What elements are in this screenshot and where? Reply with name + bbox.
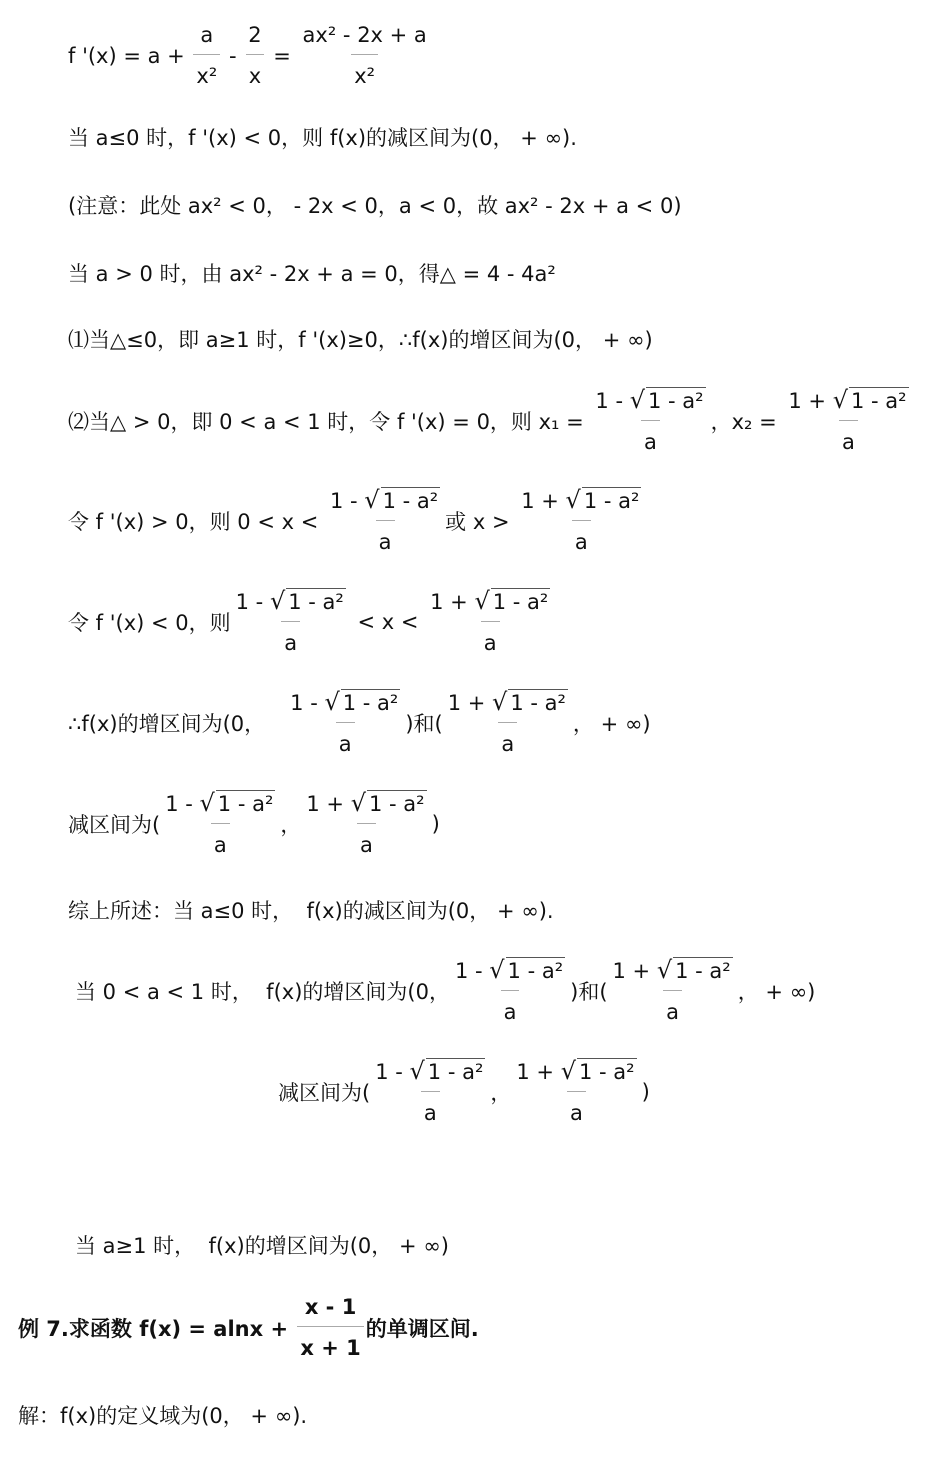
text-segment: 1 - <box>290 691 325 715</box>
denominator: a <box>567 1091 586 1128</box>
text-segment: 1 + <box>521 489 566 513</box>
text-segment: ∴f(x)的增区间为(0， <box>68 712 286 736</box>
text-segment: 减区间为( <box>278 1081 371 1105</box>
radicand: 1 - a² <box>342 690 399 715</box>
numerator: a <box>200 23 214 47</box>
radical-sign-icon: √ <box>656 956 673 984</box>
square-root <box>492 687 568 717</box>
text-segment: 令 f '(x) < 0，则 <box>68 611 231 635</box>
radical-sign-icon: √ <box>832 386 848 414</box>
math-line-case-a-gt0 <box>68 258 556 288</box>
fraction <box>245 20 264 91</box>
denominator: x <box>246 54 264 91</box>
radicand: 1 - a² <box>507 958 564 983</box>
text-segment: )和( <box>570 980 608 1004</box>
text-segment: 1 + <box>430 590 475 614</box>
denominator: x² <box>193 54 220 91</box>
text-segment: 的单调区间. <box>365 1316 479 1341</box>
numerator <box>592 385 708 420</box>
text-segment: ) <box>641 1080 650 1104</box>
fraction <box>785 385 911 457</box>
fraction <box>427 586 553 658</box>
math-line-example7 <box>18 1292 479 1363</box>
math-line-summary-dec <box>278 1056 650 1128</box>
text-segment: ，x₂ = <box>710 410 784 434</box>
denominator: a <box>481 621 500 658</box>
text-segment: )和( <box>405 712 443 736</box>
math-line-summary <box>68 895 554 925</box>
denominator: a <box>641 420 660 457</box>
square-root <box>561 1056 637 1086</box>
fraction <box>327 485 443 557</box>
text-segment: 当 a≤0 时，f '(x) < 0，则 f(x)的减区间为(0， + ∞). <box>68 126 577 150</box>
numerator <box>445 687 571 722</box>
text-segment: 当 a > 0 时，由 ax² - 2x + a = 0，得△ = 4 - 4a² <box>68 262 556 286</box>
text-segment: 1 - <box>454 959 490 983</box>
text-segment: 1 - <box>235 590 270 614</box>
text-segment: ⑵当△ > 0，即 0 < a < 1 时，令 f '(x) = 0，则 x₁ = <box>68 410 591 434</box>
numerator <box>518 485 644 520</box>
numerator <box>610 955 736 990</box>
numerator: ax² - 2x + a <box>302 23 427 47</box>
radical-sign-icon: √ <box>350 789 366 817</box>
text-segment: ， + ∞) <box>737 980 816 1004</box>
square-root <box>270 586 346 616</box>
text-segment: 1 + <box>516 1060 561 1084</box>
fraction <box>518 485 644 557</box>
numerator <box>162 788 278 823</box>
numerator <box>513 1056 639 1091</box>
numerator <box>785 385 911 420</box>
square-root <box>410 1056 486 1086</box>
fraction <box>297 1292 363 1363</box>
text-segment: 1 + <box>788 389 833 413</box>
math-line-summary-ge1 <box>75 1230 449 1260</box>
radical-sign-icon: √ <box>474 587 490 615</box>
denominator: a <box>572 520 591 557</box>
radicand: 1 - a² <box>675 958 731 983</box>
fraction <box>452 955 568 1027</box>
text-segment: 1 - <box>330 489 365 513</box>
math-line-inc-interval <box>68 687 651 759</box>
math-line-ineq-pos <box>68 485 646 557</box>
denominator: a <box>336 722 355 759</box>
denominator: a <box>357 823 376 860</box>
radicand: 1 - a² <box>427 1059 484 1084</box>
radicand: 1 - a² <box>492 589 549 614</box>
text-segment: ， + ∞) <box>572 712 651 736</box>
radicand: 1 - a² <box>583 488 640 513</box>
radical-sign-icon: √ <box>629 386 645 414</box>
math-line-summary-mid <box>75 955 815 1027</box>
denominator: a <box>663 990 682 1027</box>
text-segment: 当 0 < a < 1 时， f(x)的增区间为(0， <box>75 980 450 1004</box>
denominator: a <box>501 990 520 1027</box>
text-segment: = <box>266 43 298 68</box>
text-segment: 1 - <box>595 389 630 413</box>
denominator: a <box>421 1091 440 1128</box>
square-root <box>657 955 733 985</box>
text-segment: ⑴当△≤0，即 a≥1 时，f '(x)≥0，∴f(x)的增区间为(0， + ∞) <box>68 328 653 352</box>
math-line-dec-interval <box>68 788 440 860</box>
radical-sign-icon: √ <box>560 1057 576 1085</box>
text-segment: 1 - <box>165 792 200 816</box>
numerator <box>303 788 429 823</box>
radicand: 1 - a² <box>368 791 425 816</box>
radical-sign-icon: √ <box>364 486 380 514</box>
numerator <box>372 1056 488 1091</box>
math-line-note <box>68 190 682 220</box>
fraction <box>610 955 736 1027</box>
math-line-deriv <box>68 20 432 91</box>
square-root <box>474 586 550 616</box>
text-segment: 减区间为( <box>68 813 161 837</box>
fraction <box>445 687 571 759</box>
text-segment: 或 x > <box>445 510 517 534</box>
numerator <box>452 955 568 990</box>
numerator: x - 1 <box>304 1295 357 1319</box>
numerator: 2 <box>248 23 262 47</box>
numerator <box>427 586 553 621</box>
radicand: 1 - a² <box>648 388 704 413</box>
square-root <box>351 788 427 818</box>
radical-sign-icon: √ <box>324 688 340 716</box>
denominator: a <box>281 621 300 658</box>
radical-sign-icon: √ <box>565 486 581 514</box>
text-segment: 令 f '(x) > 0，则 0 < x < <box>68 510 325 534</box>
radical-sign-icon: √ <box>409 1057 425 1085</box>
text-segment: < x < <box>350 610 426 634</box>
text-segment: ， <box>280 813 302 837</box>
text-segment: f '(x) = a + <box>68 43 192 68</box>
text-segment: 例 7.求函数 f(x) = alnx + <box>18 1316 296 1341</box>
math-line-sub1 <box>68 324 653 354</box>
text-segment: (注意：此处 ax² < 0， - 2x < 0，a < 0，故 ax² - 2x + a < 0) <box>68 194 682 218</box>
fraction <box>372 1056 488 1128</box>
denominator: a <box>376 520 395 557</box>
radicand: 1 - a² <box>288 589 344 614</box>
text-segment: 解：f(x)的定义域为(0， + ∞). <box>18 1404 308 1428</box>
fraction <box>193 20 220 91</box>
fraction <box>162 788 278 860</box>
denominator: a <box>839 420 858 457</box>
fraction <box>287 687 403 759</box>
square-root <box>566 485 642 515</box>
square-root <box>324 687 400 717</box>
radicand: 1 - a² <box>850 388 907 413</box>
radical-sign-icon: √ <box>492 688 508 716</box>
denominator: x + 1 <box>297 1326 363 1363</box>
math-line-ineq-neg <box>68 586 555 658</box>
text-segment: 1 - <box>375 1060 410 1084</box>
text-segment: 综上所述：当 a≤0 时， f(x)的减区间为(0， + ∞). <box>68 899 554 923</box>
square-root <box>630 385 706 415</box>
radicand: 1 - a² <box>578 1059 635 1084</box>
fraction <box>303 788 429 860</box>
denominator: a <box>211 823 230 860</box>
text-segment: ) <box>431 812 440 836</box>
numerator <box>327 485 443 520</box>
radical-sign-icon: √ <box>199 789 215 817</box>
math-line-solution <box>18 1400 307 1430</box>
text-segment: 1 + <box>447 691 493 715</box>
text-segment: 1 + <box>612 959 657 983</box>
math-line-sub2 <box>68 385 914 457</box>
radicand: 1 - a² <box>510 690 566 715</box>
numerator <box>287 687 403 722</box>
square-root <box>833 385 909 415</box>
radicand: 1 - a² <box>217 791 274 816</box>
denominator: x² <box>351 54 378 91</box>
radicand: 1 - a² <box>382 488 439 513</box>
text-segment: - <box>222 43 244 68</box>
text-segment: ， <box>490 1081 512 1105</box>
text-segment: 当 a≥1 时， f(x)的增区间为(0， + ∞) <box>75 1234 449 1258</box>
math-line-case-a-le0 <box>68 122 577 152</box>
text-segment: 1 + <box>306 792 351 816</box>
fraction <box>300 20 430 91</box>
fraction <box>233 586 349 658</box>
radical-sign-icon: √ <box>269 587 286 615</box>
numerator <box>233 586 349 621</box>
square-root <box>200 788 276 818</box>
square-root <box>489 955 565 985</box>
radical-sign-icon: √ <box>489 956 505 984</box>
fraction <box>513 1056 639 1128</box>
fraction <box>592 385 708 457</box>
denominator: a <box>498 722 517 759</box>
square-root <box>364 485 440 515</box>
